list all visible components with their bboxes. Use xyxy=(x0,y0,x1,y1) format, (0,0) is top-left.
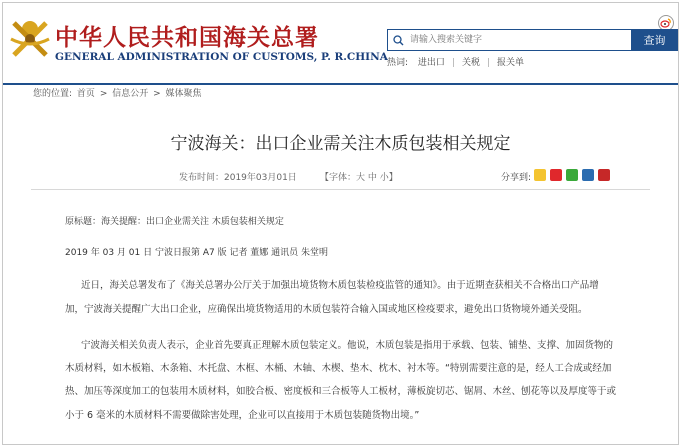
print-icon[interactable] xyxy=(582,169,594,181)
qzone-icon[interactable] xyxy=(534,169,546,181)
breadcrumb-separator: > xyxy=(153,89,161,99)
breadcrumb-item-media[interactable]: 媒体聚焦 xyxy=(165,89,202,99)
paragraph-line: 近日，海关总署发布了《海关总署办公厅关于加强出境货物木质包装检疫监管的通知》。由于近期查获相关不合格出口产品增 xyxy=(81,280,599,291)
search-button[interactable]: 查询 xyxy=(631,29,678,51)
paragraph-line: 热、加压等深度加工的包装用木质材料，如胶合板、密度板和三合板等人工板材，薄板旋切芯、锯屑、木丝、刨花等以及厚度等于或 xyxy=(65,386,617,397)
search-icon xyxy=(393,35,404,46)
hot-word-link[interactable]: 进出口 xyxy=(417,58,445,68)
article-title: 宁波海关：出口企业需关注木质包装相关规定 xyxy=(170,134,511,154)
page-frame xyxy=(2,2,679,445)
breadcrumb-item-info[interactable]: 信息公开 xyxy=(112,89,149,99)
source-title: 原标题：海关提醒：出口企业需关注 木质包装相关规定 xyxy=(65,217,284,227)
divider xyxy=(31,189,650,190)
source-date: 2019 年 03 月 01 日 宁波日报第 A7 版 记者 董娜 通讯员 朱堂明 xyxy=(65,248,329,258)
customs-emblem-icon xyxy=(9,15,51,59)
site-title-en: GENERAL ADMINISTRATION OF CUSTOMS, P. R.CHINA xyxy=(55,51,388,63)
search-box xyxy=(387,29,632,51)
wechat-icon[interactable] xyxy=(566,169,578,181)
hot-word-link[interactable]: 关税 xyxy=(461,58,480,68)
font-size-control[interactable]: 【字体：大 中 小】 xyxy=(320,173,398,183)
paragraph-line: 小于 6 毫米的木质材料不需要做除害处理，企业可以直接用于木质包装随货物出境。” xyxy=(65,410,420,421)
breadcrumb-separator: > xyxy=(99,89,108,99)
site-header xyxy=(3,3,678,85)
hot-words xyxy=(387,55,531,68)
paragraph-line: 木质材料，如木板箱、木条箱、木托盘、木框、木桶、木轴、木楔、垫木、枕木、衬木等。“特别需要注意的是，经人工合成或经加 xyxy=(65,363,612,374)
hot-words-label: 热词: xyxy=(387,58,409,68)
divider: | xyxy=(451,58,455,68)
search-input[interactable] xyxy=(408,34,622,46)
share-icons xyxy=(534,169,610,181)
weibo-icon[interactable] xyxy=(550,169,562,181)
hot-word-link[interactable]: 报关单 xyxy=(497,58,525,68)
pdf-icon[interactable] xyxy=(598,169,610,181)
article-meta xyxy=(3,170,678,186)
share-label: 分享到: xyxy=(501,173,532,183)
breadcrumb-item-home[interactable]: 首页 xyxy=(76,89,95,99)
paragraph-line: 宁波海关相关负责人表示，企业首先要真正理解木质包装定义。他说，木质包装是指用于承载、包装、铺垫、支撑、加固货物的 xyxy=(81,340,614,351)
paragraph-line: 加，宁波海关提醒广大出口企业，应确保出境货物适用的木质包装符合输入国或地区检疫要求，避免出口货物境外通关受阻。 xyxy=(65,304,588,315)
site-title[interactable]: 中华人民共和国海关总署 xyxy=(55,24,319,51)
breadcrumb xyxy=(33,86,204,99)
publish-date: 发布时间：2019年03月01日 xyxy=(179,173,297,183)
breadcrumb-label: 您的位置: xyxy=(33,89,73,99)
divider: | xyxy=(487,58,491,68)
